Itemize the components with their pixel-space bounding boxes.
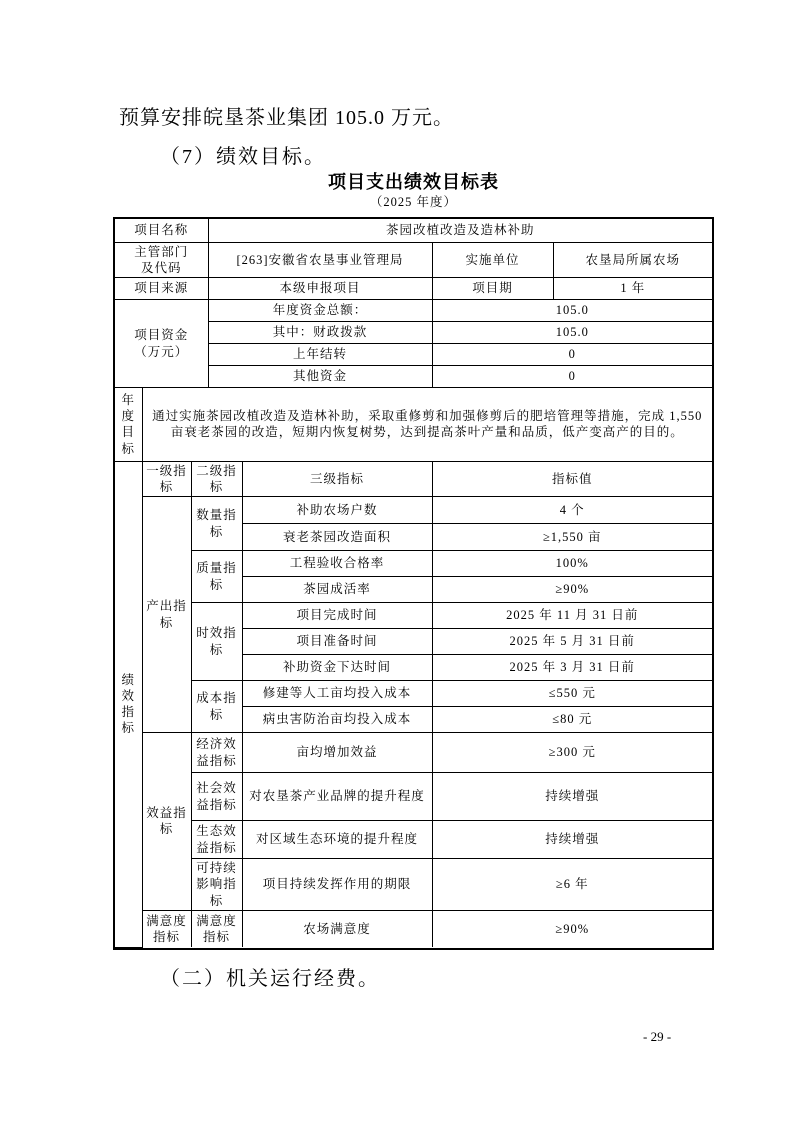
table-row <box>115 219 712 242</box>
l1-benefit-cell: 效益指标 <box>142 733 191 911</box>
l2-cell: 成本指标 <box>191 681 242 733</box>
funding-value-cell: 105.0 <box>432 300 712 322</box>
table-title: 项目支出绩效目标表 <box>328 172 499 192</box>
l3-cell: 农场满意度 <box>242 910 432 947</box>
l1-satisfaction-cell: 满意度指标 <box>142 910 191 947</box>
indicator-row <box>115 681 712 707</box>
section-heading-2: （二）机关运行经费。 <box>160 968 380 990</box>
indicator-row <box>115 497 712 524</box>
indicator-value-cell: 2025 年 3 月 31 日前 <box>432 655 712 681</box>
l2-cell: 社会效益指标 <box>191 773 242 821</box>
indicator-value-cell: ≥90% <box>432 577 712 603</box>
l3-cell: 亩均增加效益 <box>242 733 432 773</box>
indicators-table <box>115 462 712 948</box>
indicator-row <box>115 603 712 629</box>
funding-value-cell: 0 <box>432 366 712 388</box>
indicator-value-cell: 4 个 <box>432 497 712 524</box>
annual-goal-table <box>115 388 712 462</box>
funding-name-cell: 年度资金总额： <box>208 300 432 322</box>
l3-header-cell: 三级指标 <box>242 462 432 497</box>
l2-cell: 满意度指标 <box>191 910 242 947</box>
indicator-value-cell: ≤80 元 <box>432 707 712 733</box>
l3-cell: 茶园成活率 <box>242 577 432 603</box>
l2-cell: 时效指标 <box>191 603 242 681</box>
l3-cell: 对农垦茶产业品牌的提升程度 <box>242 773 432 821</box>
indicator-value-cell: ≥1,550 亩 <box>432 524 712 551</box>
annual-goal-label-cell: 年度目标 <box>115 388 142 461</box>
dept-value-cell: [263]安徽省农垦事业管理局 <box>208 242 432 278</box>
period-value-cell: 1 年 <box>553 278 712 300</box>
indicator-value-cell: ≥300 元 <box>432 733 712 773</box>
l3-cell: 工程验收合格率 <box>242 551 432 577</box>
indicator-row <box>115 910 712 947</box>
l3-cell: 修建等人工亩均投入成本 <box>242 681 432 707</box>
indicator-value-cell: ≥90% <box>432 910 712 947</box>
dept-label-cell: 主管部门 及代码 <box>115 242 208 278</box>
impl-unit-value-cell: 农垦局所属农场 <box>553 242 712 278</box>
funding-name-cell: 其他资金 <box>208 366 432 388</box>
table-row <box>115 388 712 461</box>
funding-row <box>115 300 712 322</box>
funding-value-cell: 105.0 <box>432 322 712 344</box>
l3-cell: 对区域生态环境的提升程度 <box>242 821 432 859</box>
page-number: - 29 - <box>643 1029 672 1044</box>
project-info-table <box>115 219 712 388</box>
impl-unit-label-cell: 实施单位 <box>432 242 553 278</box>
l3-cell: 病虫害防治亩均投入成本 <box>242 707 432 733</box>
indicator-row <box>115 859 712 911</box>
project-name-label-cell: 项目名称 <box>115 219 208 242</box>
l2-cell: 数量指标 <box>191 497 242 551</box>
l3-cell: 项目持续发挥作用的期限 <box>242 859 432 911</box>
source-label-cell: 项目来源 <box>115 278 208 300</box>
indicator-row <box>115 773 712 821</box>
indicator-value-cell: 2025 年 5 月 31 日前 <box>432 629 712 655</box>
l2-cell: 质量指标 <box>191 551 242 603</box>
l1-output-cell: 产出指标 <box>142 497 191 733</box>
l2-cell: 生态效益指标 <box>191 821 242 859</box>
annual-goal-text-cell: 通过实施茶园改植改造及造林补助，采取重修剪和加强修剪后的肥培管理等措施，完成 1,550 亩衰老茶园的改造，短期内恢复树势，达到提高茶叶产量和品质，低产变高产的目的。 <box>142 388 712 461</box>
l3-cell: 补助资金下达时间 <box>242 655 432 681</box>
value-header-cell: 指标值 <box>432 462 712 497</box>
indicator-value-cell: 持续增强 <box>432 773 712 821</box>
table-row <box>115 278 712 300</box>
l3-cell: 项目完成时间 <box>242 603 432 629</box>
funding-name-cell: 上年结转 <box>208 344 432 366</box>
funding-value-cell: 0 <box>432 344 712 366</box>
l3-cell: 补助农场户数 <box>242 497 432 524</box>
intro-paragraph: 预算安排皖垦茶业集团 105.0 万元。 <box>119 107 454 129</box>
table-subtitle: （2025 年度） <box>369 195 458 209</box>
indicator-value-cell: 2025 年 11 月 31 日前 <box>432 603 712 629</box>
performance-target-table <box>113 217 714 950</box>
indicator-value-cell: ≥6 年 <box>432 859 712 911</box>
indicators-header-row <box>115 462 712 497</box>
indicator-row <box>115 733 712 773</box>
indicator-row <box>115 551 712 577</box>
l1-header-cell: 一级指标 <box>142 462 191 497</box>
l2-header-cell: 二级指标 <box>191 462 242 497</box>
l2-cell: 经济效益指标 <box>191 733 242 773</box>
l2-cell: 可持续影响指标 <box>191 859 242 911</box>
period-label-cell: 项目期 <box>432 278 553 300</box>
indicator-value-cell: 持续增强 <box>432 821 712 859</box>
table-row <box>115 242 712 278</box>
funding-label-cell: 项目资金 （万元） <box>115 300 208 388</box>
section-heading-7: （7）绩效目标。 <box>160 146 326 168</box>
indicator-value-cell: ≤550 元 <box>432 681 712 707</box>
indicator-row <box>115 821 712 859</box>
indicator-value-cell: 100% <box>432 551 712 577</box>
source-value-cell: 本级申报项目 <box>208 278 432 300</box>
indicators-group-label-cell: 绩效指标 <box>115 462 142 948</box>
project-name-value-cell: 茶园改植改造及造林补助 <box>208 219 712 242</box>
l3-cell: 项目准备时间 <box>242 629 432 655</box>
l3-cell: 衰老茶园改造面积 <box>242 524 432 551</box>
funding-name-cell: 其中：财政拨款 <box>208 322 432 344</box>
